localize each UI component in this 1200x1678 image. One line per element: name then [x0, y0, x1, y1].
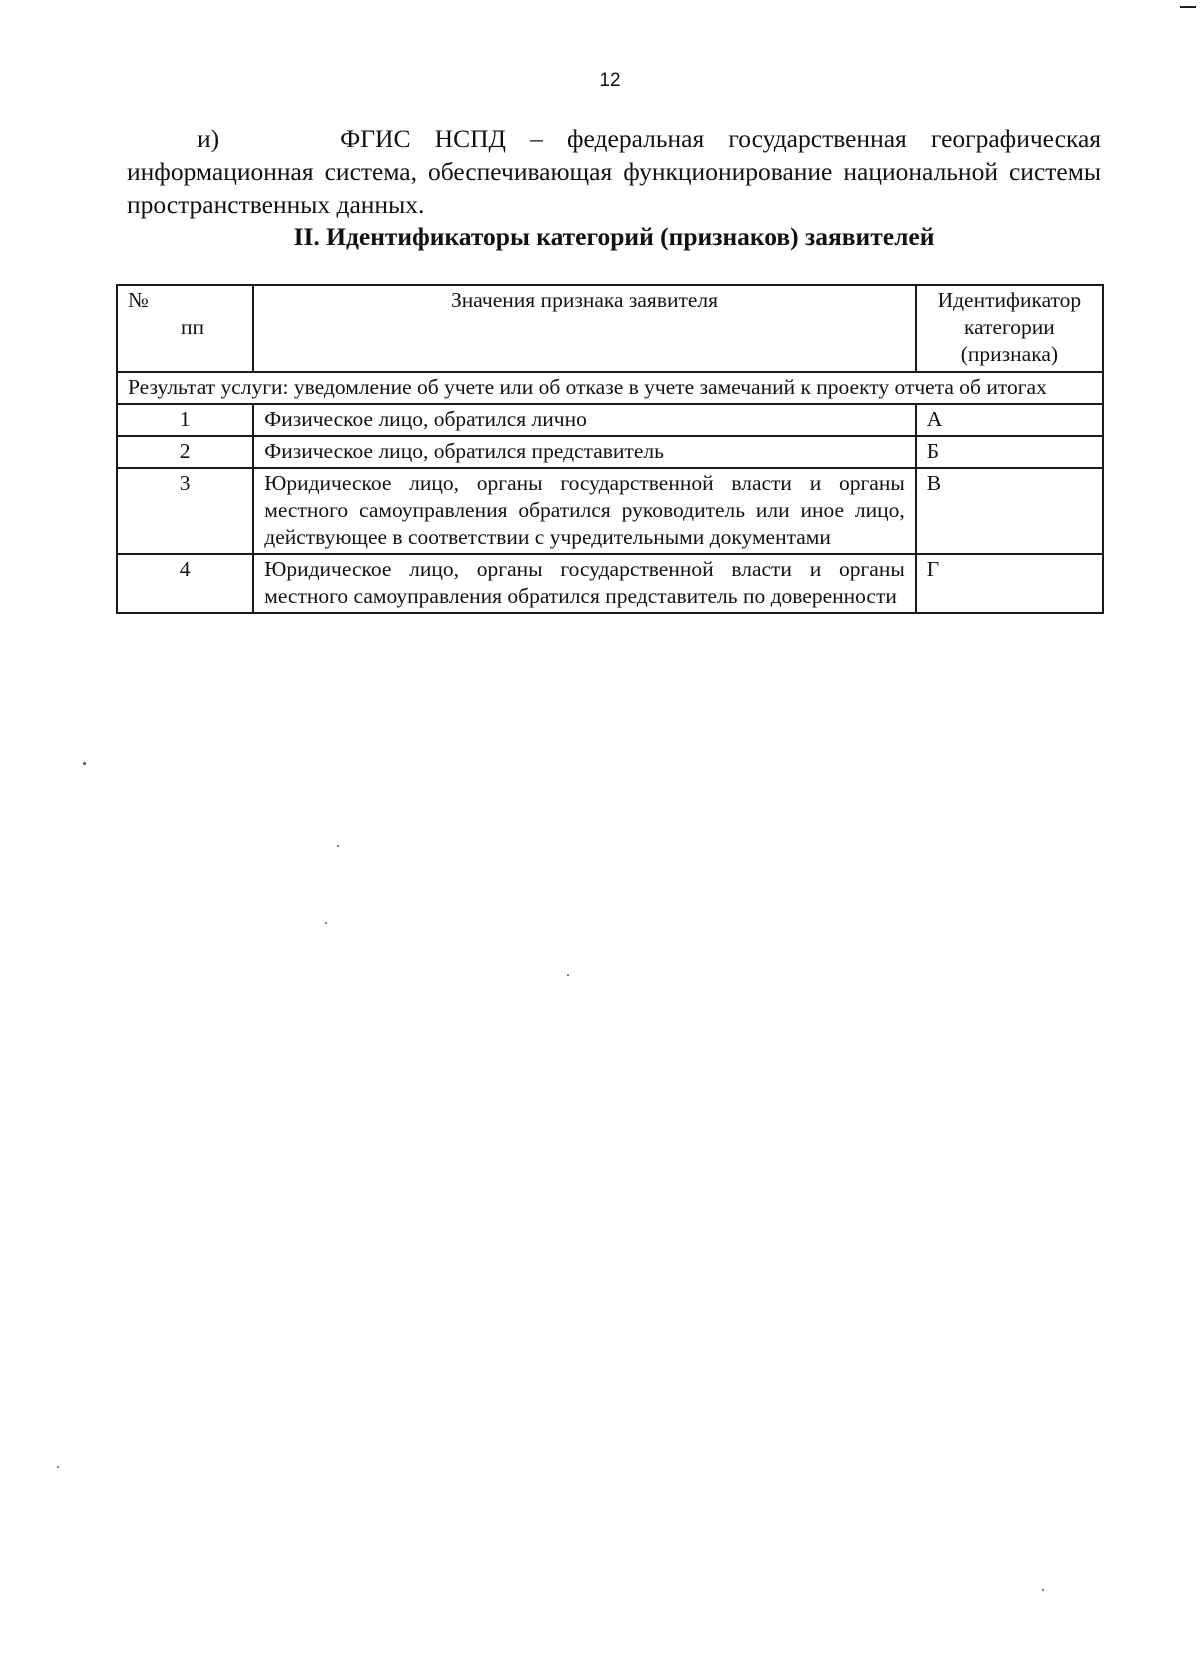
table-row [117, 436, 1103, 468]
row-number: 1 [117, 404, 253, 436]
intro-text: ФГИС НСПД – федеральная государственная географическая информационная система, обеспечивающая функционирование национальной системы пространственных данных. [127, 124, 1101, 219]
header-number-symbol: № [128, 288, 149, 312]
scan-speck [567, 974, 569, 976]
header-number [117, 285, 253, 372]
scan-edge-mark [1180, 6, 1196, 8]
scan-speck [83, 762, 86, 765]
result-text: Результат услуги: уведомление об учете или об отказе в учете замечаний к проекту отчета об итогах [117, 372, 1103, 404]
table-header-row [117, 285, 1103, 372]
row-value: Юридическое лицо, органы государственной власти и органы местного самоуправления обратился руководитель или иное лицо, действующее в соответствии с учредительными документами [253, 468, 916, 554]
header-number-pp: пп [181, 315, 205, 339]
section-heading: II. Идентификаторы категорий (признаков) заявителей [293, 222, 935, 251]
row-value: Физическое лицо, обратился лично [253, 404, 916, 436]
header-value: Значения признака заявителя [253, 285, 916, 372]
applicant-categories-table [116, 284, 1104, 614]
scan-speck [325, 922, 327, 924]
scan-speck [57, 1466, 59, 1468]
scan-speck [1042, 1589, 1044, 1591]
result-row [117, 372, 1103, 404]
row-identifier: Г [916, 554, 1103, 613]
intro-marker: и) [197, 124, 220, 153]
page-number: 12 [599, 70, 621, 91]
table-row [117, 468, 1103, 554]
row-number: 4 [117, 554, 253, 613]
table-row [117, 404, 1103, 436]
row-number: 3 [117, 468, 253, 554]
row-identifier: А [916, 404, 1103, 436]
header-identifier: Идентификатор категории (признака) [916, 285, 1103, 372]
scan-speck [337, 845, 339, 847]
row-identifier: В [916, 468, 1103, 554]
row-identifier: Б [916, 436, 1103, 468]
row-value: Физическое лицо, обратился представитель [253, 436, 916, 468]
table-row [117, 554, 1103, 613]
row-value: Юридическое лицо, органы государственной власти и органы местного самоуправления обратился представитель по доверенности [253, 554, 916, 613]
intro-paragraph [127, 122, 1101, 221]
row-number: 2 [117, 436, 253, 468]
